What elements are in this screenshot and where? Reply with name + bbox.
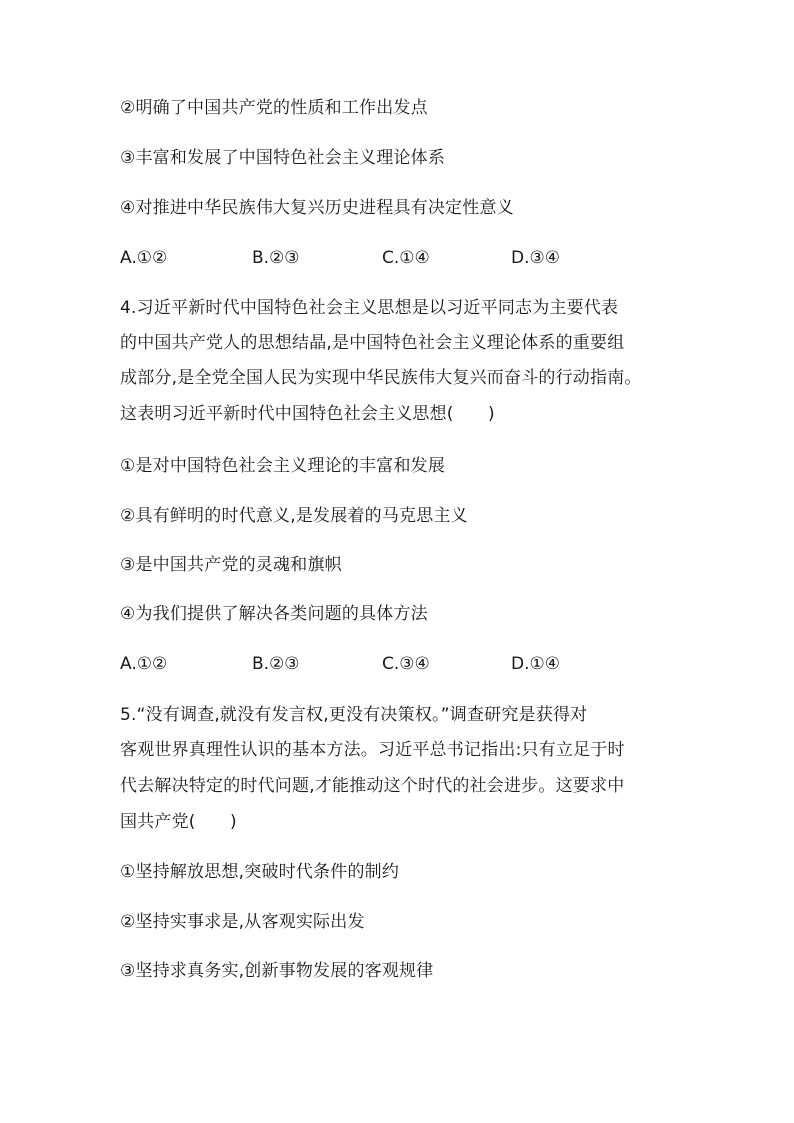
q3-option-a[interactable]: A.①②: [120, 248, 168, 268]
q5-statement-3: ③坚持求真务实,创新事物发展的客观规律: [120, 961, 434, 981]
q4-statement-2: ②具有鲜明的时代意义,是发展着的马克思主义: [120, 506, 468, 526]
q4-statement-1: ①是对中国特色社会主义理论的丰富和发展: [120, 456, 446, 476]
q4-option-d[interactable]: D.①④: [511, 654, 560, 674]
q4-statement-4: ④为我们提供了解决各类问题的具体方法: [120, 604, 428, 624]
q4-option-b[interactable]: B.②③: [252, 654, 300, 674]
q4-stem-line-3: 成部分,是全党全国人民为实现中华民族伟大复兴而奋斗的行动指南。: [120, 368, 642, 388]
q3-statement-3: ③丰富和发展了中国特色社会主义理论体系: [120, 148, 446, 168]
q5-stem-line-3: 代去解决特定的时代问题,才能推动这个时代的社会进步。这要求中: [120, 776, 625, 796]
q5-stem-line-1: 5.“没有调查,就没有发言权,更没有决策权。”调查研究是获得对: [120, 705, 588, 725]
q5-statement-1: ①坚持解放思想,突破时代条件的制约: [120, 862, 400, 882]
q4-option-a[interactable]: A.①②: [120, 654, 168, 674]
q5-stem-line-2: 客观世界真理性认识的基本方法。习近平总书记指出:只有立足于时: [120, 740, 625, 760]
q4-stem-line-4: 这表明习近平新时代中国特色社会主义思想( ): [120, 404, 495, 424]
q4-statement-3: ③是中国共产党的灵魂和旗帜: [120, 555, 342, 575]
q3-statement-4: ④对推进中华民族伟大复兴历史进程具有决定性意义: [120, 198, 514, 218]
q4-option-c[interactable]: C.③④: [382, 654, 430, 674]
q3-option-b[interactable]: B.②③: [252, 248, 300, 268]
q4-stem-line-1: 4.习近平新时代中国特色社会主义思想是以习近平同志为主要代表: [120, 298, 619, 318]
q3-option-c[interactable]: C.①④: [382, 248, 430, 268]
q4-stem-line-2: 的中国共产党人的思想结晶,是中国特色社会主义理论体系的重要组: [120, 333, 625, 353]
q5-statement-2: ②坚持实事求是,从客观实际出发: [120, 912, 365, 932]
q3-option-d[interactable]: D.③④: [511, 248, 560, 268]
q3-statement-2: ②明确了中国共产党的性质和工作出发点: [120, 98, 428, 118]
q5-stem-line-4: 国共产党( ): [120, 812, 237, 832]
